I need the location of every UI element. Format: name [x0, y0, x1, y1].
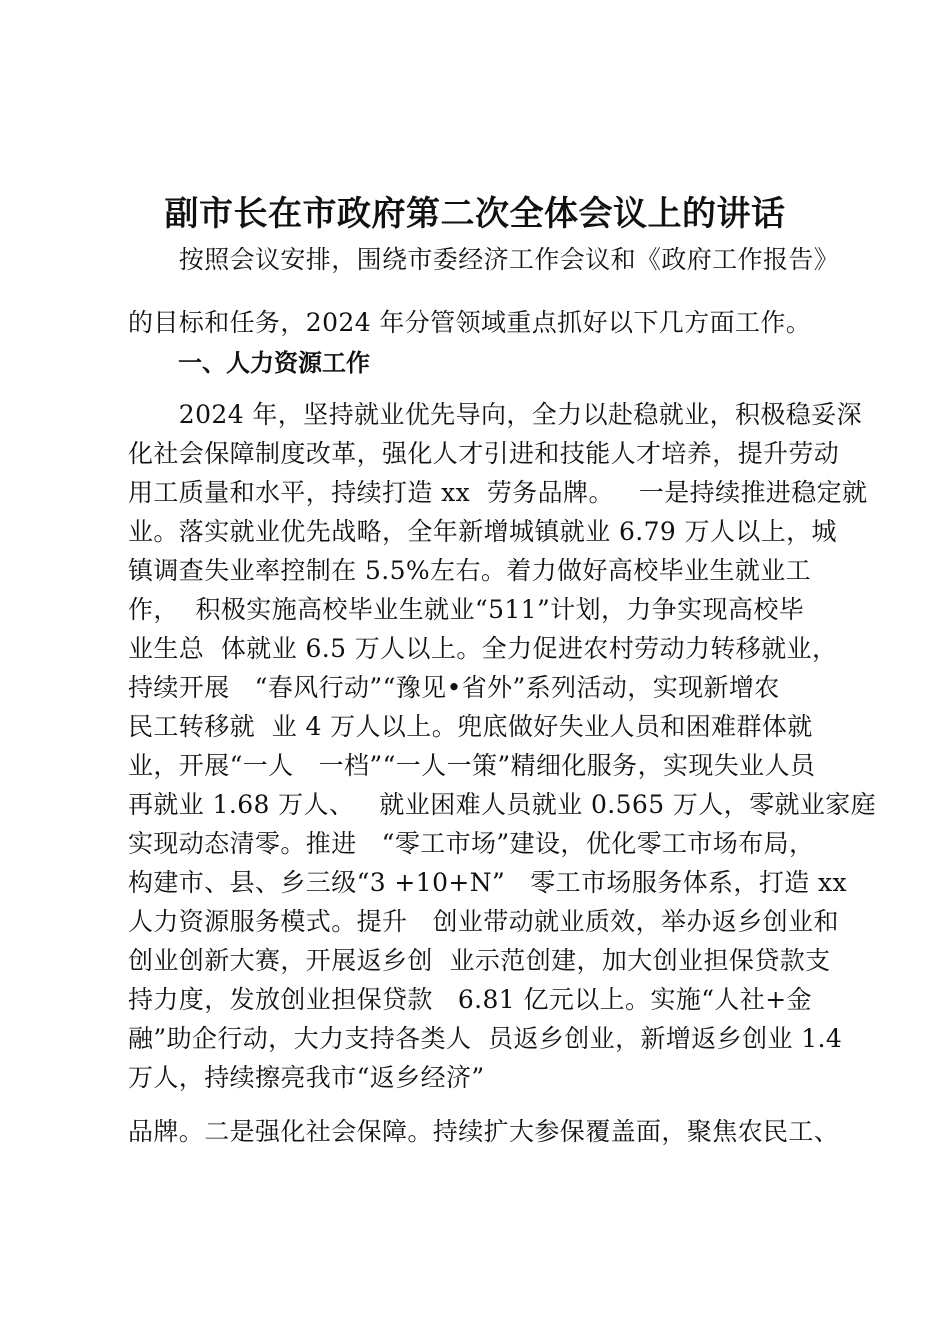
body-line: 构建市、县、乡三级“3 +10+N” 零工市场服务体系，打造 xx: [128, 868, 847, 897]
body-line: 民工转移就 业 4 万人以上。兜底做好失业人员和困难群体就: [128, 712, 813, 741]
section-heading: 一、人力资源工作: [178, 349, 370, 377]
body-line: 作， 积极实施高校毕业生就业“511”计划，力争实现高校毕: [128, 595, 805, 624]
body-line: 万人，持续擦亮我市“返乡经济”: [128, 1063, 485, 1092]
body-line: 业。落实就业优先战略，全年新增城镇就业 6.79 万人以上，城: [128, 517, 837, 546]
body-line: 业生总 体就业 6.5 万人以上。全力促进农村劳动力转移就业，: [128, 634, 838, 663]
body-line: 人力资源服务模式。提升 创业带动就业质效，举办返乡创业和: [128, 907, 839, 936]
body-line: 融”助企行动，大力支持各类人 员返乡创业，新增返乡创业 1.4: [128, 1024, 843, 1053]
body-line: 镇调查失业率控制在 5.5%左右。着力做好高校毕业生就业工: [128, 556, 812, 585]
body-line: 用工质量和水平，持续打造 xx 劳务品牌。 一是持续推进稳定就: [128, 478, 868, 507]
final-line: 品牌。二是强化社会保障。持续扩大参保覆盖面，聚焦农民工、: [128, 1117, 840, 1146]
body-line: 实现动态清零。推进 “零工市场”建设，优化零工市场布局，: [128, 829, 815, 858]
body-line: 2024 年，坚持就业优先导向，全力以赴稳就业，积极稳妥深: [128, 400, 862, 429]
body-line: 再就业 1.68 万人、 就业困难人员就业 0.565 万人，零就业家庭: [128, 790, 877, 819]
body-line: 持续开展 “春风行动”“豫见•省外”系列活动，实现新增农: [128, 673, 780, 702]
intro-line: 的目标和任务，2024 年分管领域重点抓好以下几方面工作。: [128, 308, 812, 337]
intro-line: 按照会议安排，围绕市委经济工作会议和《政府工作报告》: [128, 245, 840, 274]
body-line: 持力度，发放创业担保贷款 6.81 亿元以上。实施“人社+金: [128, 985, 812, 1014]
body-line: 业，开展“一人 一档”“一人一策”精细化服务，实现失业人员: [128, 751, 816, 780]
body-line: 化社会保障制度改革，强化人才引进和技能人才培养，提升劳动: [128, 439, 840, 468]
document-title: 副市长在市政府第二次全体会议上的讲话: [164, 194, 786, 234]
body-line: 创业创新大赛，开展返乡创 业示范创建，加大创业担保贷款支: [128, 946, 831, 975]
